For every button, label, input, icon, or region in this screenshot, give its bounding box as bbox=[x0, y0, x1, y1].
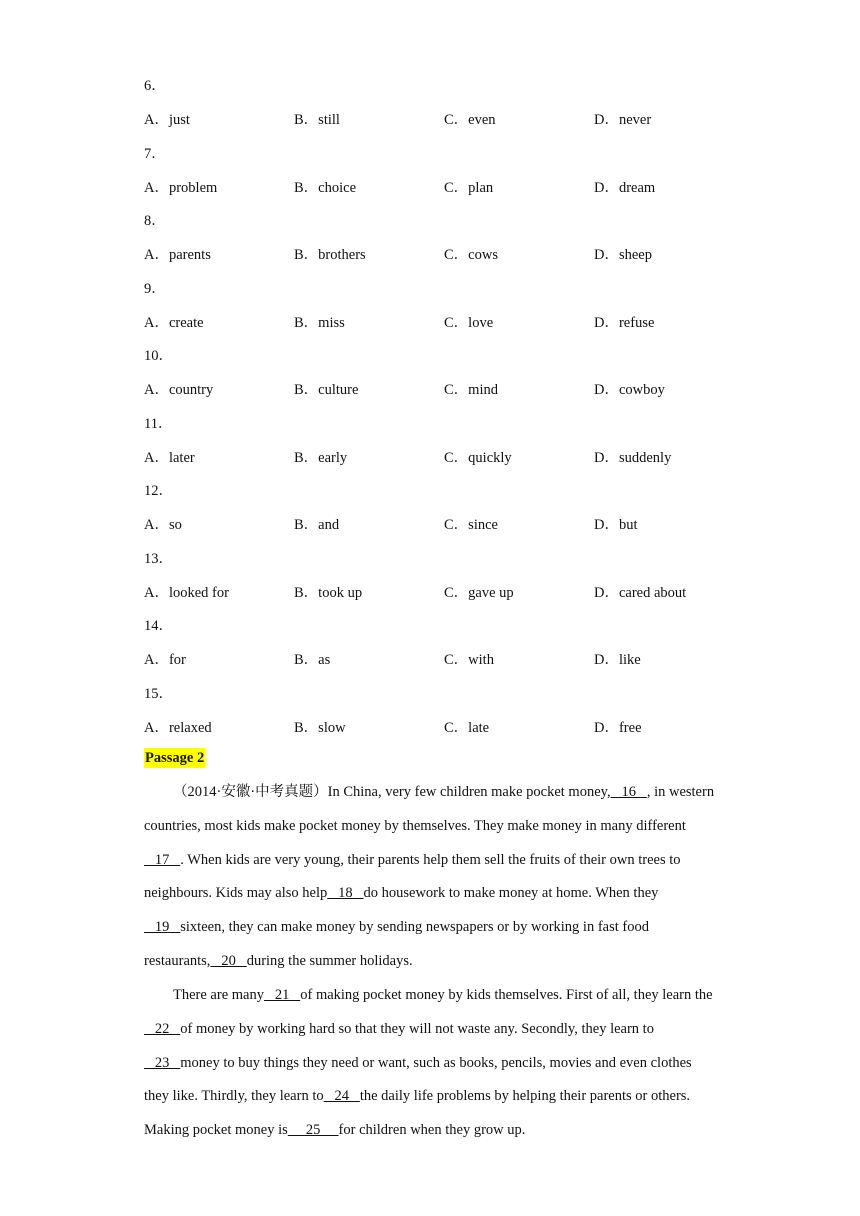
option-d: D．refuse bbox=[594, 315, 655, 331]
option-d: D．sheep bbox=[594, 247, 652, 263]
text: money to buy things they need or want, such as books, pencils, movies and even clothes they like. Thirdly, they learn to bbox=[144, 1054, 692, 1105]
question-number: 10． bbox=[144, 348, 173, 364]
option-b: B．early bbox=[294, 450, 348, 466]
option-d: D．cared about bbox=[594, 585, 687, 601]
option-b: B．choice bbox=[294, 180, 357, 196]
text: There are many bbox=[173, 987, 264, 1003]
options-row bbox=[144, 581, 744, 601]
blank-20: 20 bbox=[210, 952, 247, 969]
blank-22: 22 bbox=[144, 1020, 181, 1037]
question-number: 14． bbox=[144, 618, 173, 634]
option-a: A．just bbox=[144, 112, 190, 128]
option-b: B．slow bbox=[294, 720, 346, 736]
option-b: B．miss bbox=[294, 315, 345, 331]
passage-paragraph-1 bbox=[144, 776, 716, 979]
option-c: C．since bbox=[444, 517, 498, 533]
option-c: C．gave up bbox=[444, 585, 514, 601]
options-row bbox=[144, 446, 744, 466]
text: the daily life problems by helping their parents or others. Making pocket money is bbox=[144, 1088, 691, 1139]
options-row bbox=[144, 243, 744, 263]
text: during the summer holidays. bbox=[246, 952, 413, 969]
text: do housework to make money at home. When they bbox=[363, 885, 659, 902]
option-c: C．late bbox=[444, 720, 490, 736]
option-a: A．create bbox=[144, 315, 204, 331]
blank-18: 18 bbox=[327, 885, 364, 902]
question-number: 6． bbox=[144, 78, 166, 94]
options-row bbox=[144, 108, 744, 128]
blank-25: 25 bbox=[287, 1122, 339, 1139]
option-a: A．so bbox=[144, 517, 182, 533]
question-number: 12． bbox=[144, 483, 173, 499]
option-a: A．parents bbox=[144, 247, 211, 263]
option-c: C．plan bbox=[444, 180, 494, 196]
options-row bbox=[144, 716, 744, 736]
option-b: B．brothers bbox=[294, 247, 366, 263]
question-number: 9． bbox=[144, 281, 166, 297]
question-number: 11． bbox=[144, 416, 173, 432]
question-number: 7． bbox=[144, 146, 166, 162]
option-a: A．later bbox=[144, 450, 195, 466]
option-a: A．for bbox=[144, 652, 186, 668]
option-c: C．mind bbox=[444, 382, 498, 398]
option-d: D．free bbox=[594, 720, 642, 736]
option-b: B．as bbox=[294, 652, 331, 668]
text: of making pocket money by kids themselves. First of all, they learn the bbox=[300, 987, 713, 1003]
option-b: B．and bbox=[294, 517, 340, 533]
text: , in western countries, most kids make pocket money by themselves. They make money in many different bbox=[144, 784, 715, 834]
question-number: 15． bbox=[144, 686, 173, 702]
option-d: D．but bbox=[594, 517, 638, 533]
option-a: A．country bbox=[144, 382, 214, 398]
option-a: A．problem bbox=[144, 180, 218, 196]
option-c: C．quickly bbox=[444, 450, 512, 466]
option-c: C．even bbox=[444, 112, 496, 128]
option-c: C．with bbox=[444, 652, 494, 668]
option-a: A．looked for bbox=[144, 585, 229, 601]
option-a: A．relaxed bbox=[144, 720, 212, 736]
option-d: D．suddenly bbox=[594, 450, 672, 466]
blank-19: 19 bbox=[144, 919, 181, 936]
text: sixteen, they can make money by sending newspapers or by working in fast food restaurants, bbox=[144, 919, 649, 969]
blank-23: 23 bbox=[144, 1054, 181, 1071]
option-c: C．love bbox=[444, 315, 494, 331]
option-d: D．cowboy bbox=[594, 382, 665, 398]
question-number: 8． bbox=[144, 213, 166, 229]
option-c: C．cows bbox=[444, 247, 498, 263]
options-row bbox=[144, 176, 744, 196]
blank-16: 16 bbox=[610, 784, 647, 800]
option-b: B．took up bbox=[294, 585, 363, 601]
option-d: D．like bbox=[594, 652, 641, 668]
option-d: D．dream bbox=[594, 180, 656, 196]
passage-paragraph-2 bbox=[144, 979, 716, 1148]
option-b: B．culture bbox=[294, 382, 359, 398]
options-row bbox=[144, 378, 744, 398]
options-row bbox=[144, 648, 744, 668]
passage-label: Passage 2 bbox=[145, 750, 205, 766]
option-d: D．never bbox=[594, 112, 652, 128]
question-number: 13． bbox=[144, 551, 173, 567]
text: . When kids are very young, their parents help them sell the fruits of their own trees to neighbours. Kids may also help bbox=[144, 851, 681, 902]
blank-21: 21 bbox=[263, 987, 301, 1003]
options-row bbox=[144, 311, 744, 331]
blank-24: 24 bbox=[323, 1088, 360, 1105]
text: of money by working hard so that they will not waste any. Secondly, they learn to bbox=[180, 1020, 654, 1037]
text: （2014·安徽·中考真题）In China, very few children make pocket money, bbox=[173, 784, 611, 800]
text: for children when they grow up. bbox=[338, 1122, 526, 1139]
option-b: B．still bbox=[294, 112, 340, 128]
options-row bbox=[144, 513, 744, 533]
blank-17: 17 bbox=[144, 851, 181, 868]
